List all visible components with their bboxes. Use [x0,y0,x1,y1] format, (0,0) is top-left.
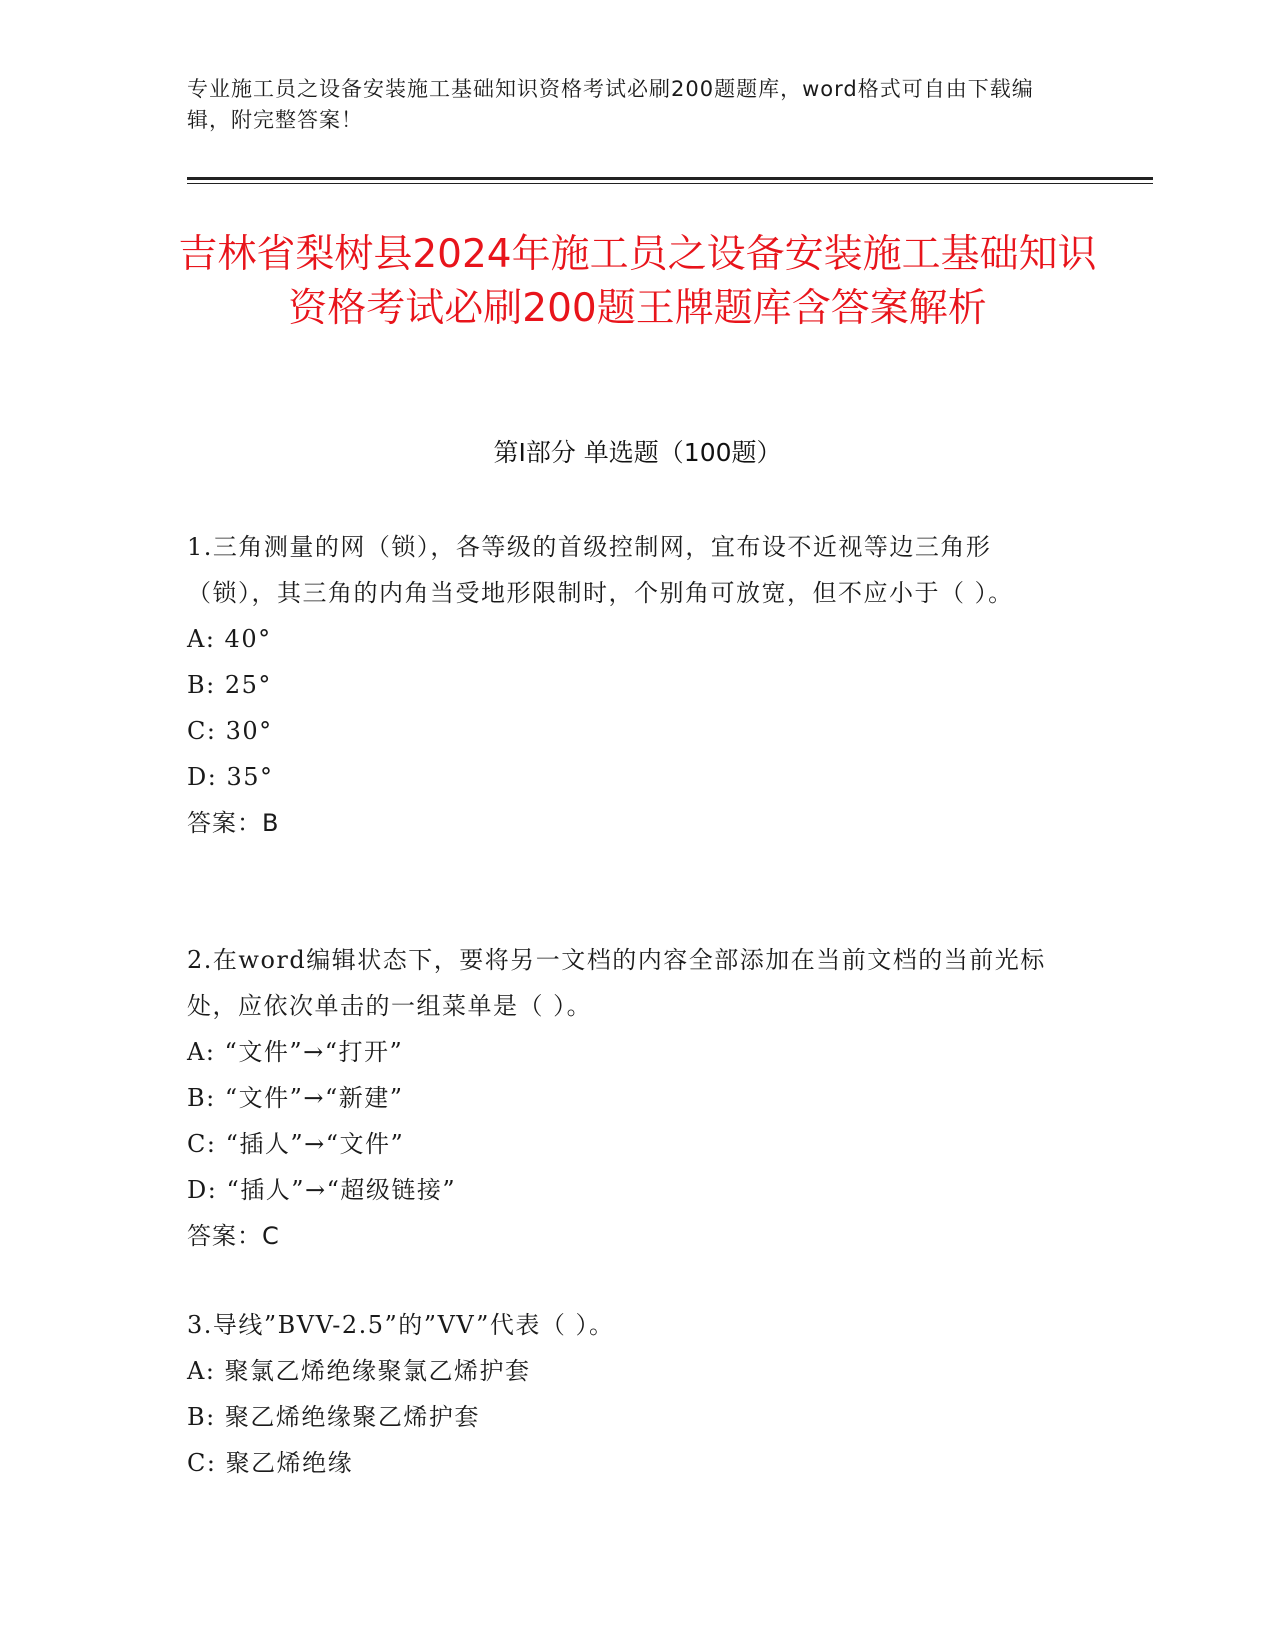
question-2 [187,937,1067,1259]
question-stem: 3.导线”BVV-2.5”的”VV”代表（ ）。 [187,1311,615,1339]
option-a: A: 40° [187,625,272,653]
option-c: C: 30° [187,717,273,745]
option-d: D: “插人”→“超级链接” [187,1176,457,1204]
section-heading: 第Ⅰ部分 单选题（100题） [493,438,782,467]
header-divider-thin [187,183,1153,184]
question-stem: 2.在word编辑状态下，要将另一文档的内容全部添加在当前文档的当前光标处，应依次单击的一组菜单是（ ）。 [187,946,1046,1020]
option-c: C: 聚乙烯绝缘 [187,1449,354,1477]
question-1 [187,524,1067,846]
document-title: 吉林省梨树县2024年施工员之设备安装施工基础知识资格考试必刷200题王牌题库含答案解析 [178,232,1097,331]
header-divider-thick [187,177,1153,180]
answer: 答案：C [187,1222,280,1250]
option-b: B: “文件”→“新建” [187,1084,404,1112]
question-stem: 1.三角测量的网（锁），各等级的首级控制网，宜布设不近视等边三角形（锁），其三角的内角当受地形限制时，个别角可放宽，但不应小于（ ）。 [187,533,1014,607]
option-b: B: 25° [187,671,272,699]
option-b: B: 聚乙烯绝缘聚乙烯护套 [187,1403,480,1431]
option-a: A: “文件”→“打开” [187,1038,404,1066]
question-3 [187,1302,1067,1486]
answer: 答案：B [187,809,280,837]
option-a: A: 聚氯乙烯绝缘聚氯乙烯护套 [187,1357,531,1385]
header-note: 专业施工员之设备安装施工基础知识资格考试必刷200题题库，word格式可自由下载编辑，附完整答案！ [187,77,1034,132]
option-d: D: 35° [187,763,274,791]
option-c: C: “插人”→“文件” [187,1130,405,1158]
